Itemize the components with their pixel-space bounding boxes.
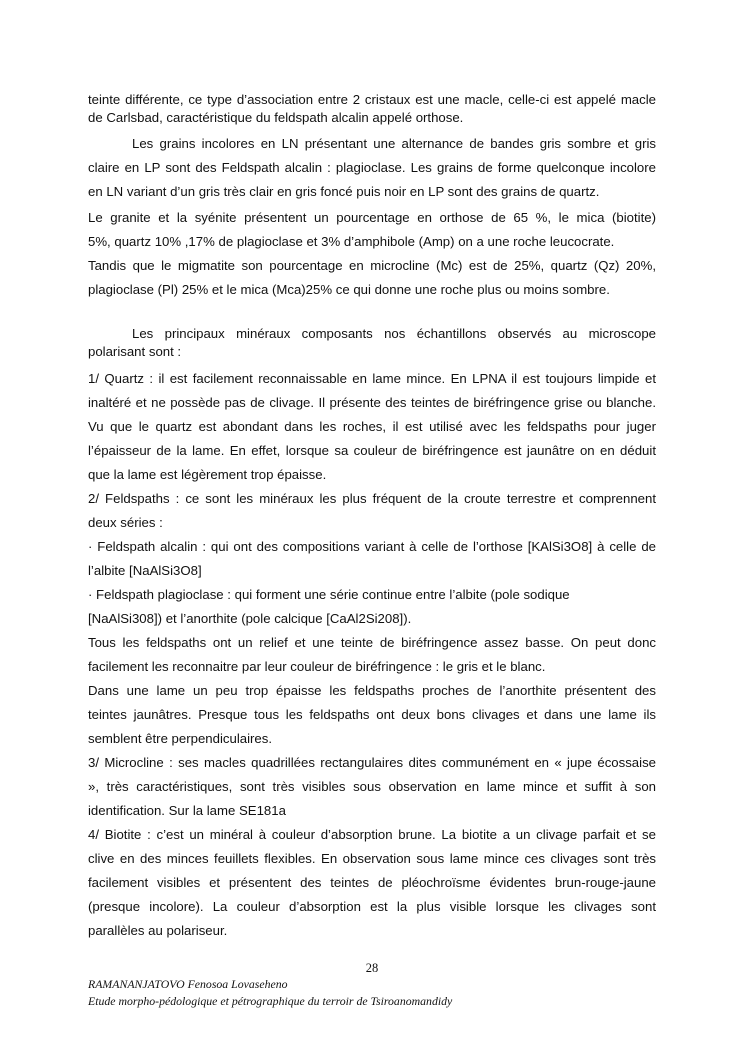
text-line: teinte différente, ce type d’association entre 2 cristaux est une macle, celle-ci est appelé macle bbox=[88, 92, 656, 107]
text-line: teintes jaunâtres. Presque tous les feldspaths ont deux bons clivages et dans une lame ils bbox=[88, 707, 656, 722]
text-line: claire en LP sont des Feldspath alcalin : plagioclase. Les grains de forme quelconque incolore bbox=[88, 160, 656, 175]
text-line: Tandis que le migmatite son pourcentage en microcline (Mc) est de 25%, quartz (Qz) 20%, bbox=[88, 258, 656, 273]
text-line: semblent être perpendiculaires. bbox=[88, 731, 272, 746]
text-line: Dans une lame un peu trop épaisse les feldspaths proches de l’anorthite présentent des bbox=[88, 683, 656, 698]
footer-author: RAMANANJATOVO Fenosoa Lovaseheno bbox=[88, 977, 288, 991]
footer-title: Etude morpho-pédologique et pétrographique du terroir de Tsiroanomandidy bbox=[88, 994, 453, 1008]
text-line: polarisant sont : bbox=[88, 344, 182, 359]
text-line: (presque incolore). La couleur d’absorption est la plus visible lorsque les clivages sont bbox=[88, 899, 656, 914]
text-line: 2/ Feldspaths : ce sont les minéraux les plus fréquent de la croute terrestre et comprennent bbox=[88, 491, 656, 506]
text-line: [NaAlSi308]) et l’anorthite (pole calcique [CaAl2Si208]). bbox=[88, 611, 412, 626]
text-line: 4/ Biotite : c’est un minéral à couleur d’absorption brune. La biotite a un clivage parfait et se bbox=[88, 827, 656, 842]
page-number: 28 bbox=[365, 961, 379, 975]
text-line: Vu que le quartz est abondant dans les roches, il est utilisé avec les feldspaths pour juger bbox=[88, 419, 656, 434]
text-line: identification. Sur la lame SE181a bbox=[88, 803, 286, 818]
text-line: facilement les reconnaitre par leur couleur de biréfringence : le gris et le blanc. bbox=[88, 659, 546, 674]
text-line: l’albite [NaAlSi3O8] bbox=[88, 563, 202, 578]
text-line: de Carlsbad, caractéristique du feldspath alcalin appelé orthose. bbox=[88, 110, 464, 125]
text-line: inaltéré et ne possède pas de clivage. Il présente des teintes de biréfringence grise ou blanche. bbox=[88, 395, 656, 410]
text-line: · Feldspath plagioclase : qui forment une série continue entre l’albite (pole sodique bbox=[88, 587, 570, 602]
text-line: Les grains incolores en LN présentant une alternance de bandes gris sombre et gris bbox=[132, 136, 656, 151]
text-line: plagioclase (Pl) 25% et le mica (Mca)25% ce qui donne une roche plus ou moins sombre. bbox=[88, 282, 610, 297]
text-line: », très caractéristiques, sont très visibles sous observation en lame mince et suffit à son bbox=[88, 779, 656, 794]
text-line: clive en des minces feuillets flexibles. En observation sous lame mince ces clivages sont très bbox=[88, 851, 656, 866]
text-line: facilement visibles et présentent des teintes de pléochroïsme évidentes brun-rouge-jaune bbox=[88, 875, 656, 890]
text-line: que la lame est légèrement trop épaisse. bbox=[88, 467, 327, 482]
text-line: Les principaux minéraux composants nos échantillons observés au microscope bbox=[132, 326, 656, 341]
text-line: en LN variant d’un gris très clair en gris foncé puis noir en LP sont des grains de quartz. bbox=[88, 184, 600, 199]
text-line: 5%, quartz 10% ,17% de plagioclase et 3% d’amphibole (Amp) on a une roche leucocrate. bbox=[88, 234, 615, 249]
text-line: 1/ Quartz : il est facilement reconnaissable en lame mince. En LPNA il est toujours limpide et bbox=[88, 371, 656, 386]
text-line: · Feldspath alcalin : qui ont des compositions variant à celle de l’orthose [KAlSi3O8] à celle de bbox=[88, 539, 656, 554]
text-line: parallèles au polariseur. bbox=[88, 923, 228, 938]
text-line: 3/ Microcline : ses macles quadrillées rectangulaires dites communément en « jupe écossaise bbox=[88, 755, 656, 770]
text-line: l’épaisseur de la lame. En effet, lorsque sa couleur de biréfringence est jaunâtre on en déduit bbox=[88, 443, 656, 458]
text-line: deux séries : bbox=[88, 515, 163, 530]
text-line: Tous les feldspaths ont un relief et une teinte de biréfringence assez basse. On peut donc bbox=[88, 635, 656, 650]
text-line: Le granite et la syénite présentent un pourcentage en orthose de 65 %, le mica (biotite) bbox=[88, 210, 656, 225]
